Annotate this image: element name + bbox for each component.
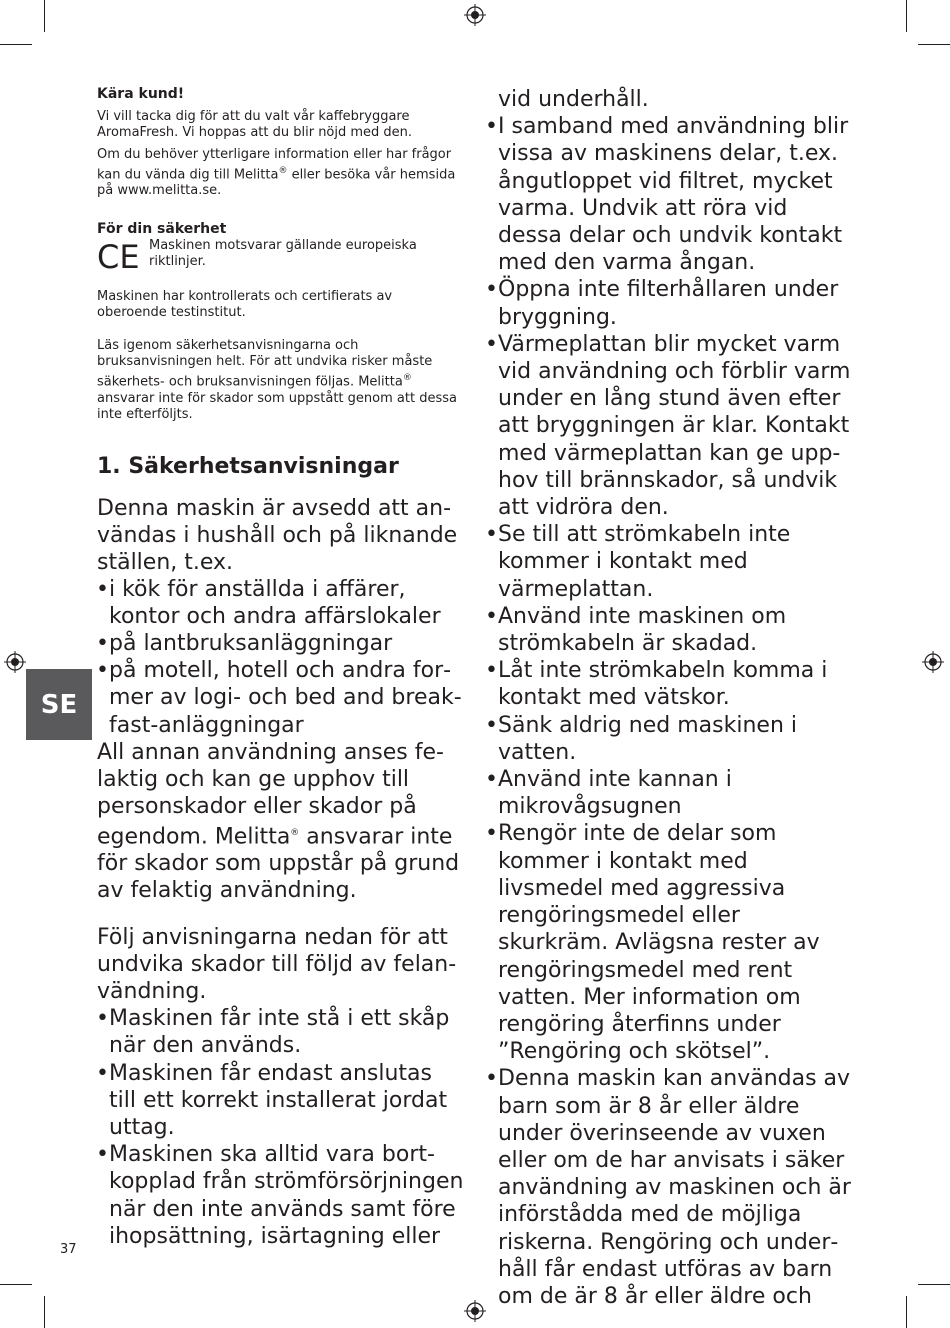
misuse-paragraph: All annan användning anses felaktig och kan ge upphov till personskador eller skador på egendom. Melitta® ansvarar inte för skador som uppstår på grund av felaktig användning. — [97, 739, 460, 904]
list-item: • i kök för anställda i affärer, kontor och andra affärslokaler — [97, 576, 465, 630]
list-item: • Sänk aldrig ned maskinen i vatten. — [486, 712, 856, 766]
list-item: • Använd inte maskinen om strömkabeln är skadad. — [486, 603, 856, 657]
language-tab: SE — [26, 669, 92, 740]
list-item: • Värmeplattan blir mycket varm vid användning och förblir varm under en lång stund även efter att bryggningen är klar. Kontakt med värmeplattan kan ge upphov till brännskador, så undvik att vidröra den. — [486, 331, 856, 521]
registration-mark-icon — [4, 651, 26, 673]
list-item: • på motell, hotell och andra former av logi- och bed and breakfast-anläggningar — [97, 657, 465, 739]
list-item: • Maskinen ska alltid vara bortkopplad från strömförsörjningen när den inte används samt före ihopsättning, isärtagning eller — [97, 1141, 465, 1250]
follow-paragraph: Följ anvisningarna nedan för att undvika skador till följd av felanvändning. — [97, 925, 457, 1005]
list-item: • på lantbruksanläggningar — [97, 630, 465, 657]
registration-mark-icon — [922, 651, 944, 673]
list-item: • I samband med användning blir vissa av maskinens delar, t.ex. ångutloppet vid filtret, mycket varma. Undvik att röra vid dessa delar och undvik kontakt med den varma ångan. — [486, 113, 856, 276]
crop-mark — [918, 1284, 950, 1285]
page-number: 37 — [60, 1242, 77, 1257]
contact-paragraph: Om du behöver ytterligare information eller har frågor kan du vända dig till Melitta® eller besöka vår hemsida på www.melitta.se. — [97, 147, 456, 199]
crop-mark — [0, 44, 32, 45]
list-item: • Maskinen får inte stå i ett skåp när den används. — [97, 1005, 465, 1059]
ce-row — [97, 238, 465, 272]
rules-list-left — [97, 1005, 465, 1250]
list-item: • Använd inte kannan i mikrovågsugnen — [486, 766, 856, 820]
intro-paragraph: Vi vill tacka dig för att du valt vår kaffebryggare AromaFresh. Vi hoppas att du blir nöjd med den. — [97, 109, 413, 140]
section-title: 1. Säkerhetsanvisningar — [97, 453, 399, 479]
list-item: • Rengör inte de delar som kommer i kontakt med livsmedel med aggressiva rengöringsmedel eller skurkräm. Avlägsna rester av rengöringsmedel med rent vatten. Mer information om rengöring återfinns under ”Rengöring och skötsel”. — [486, 820, 856, 1065]
registration-mark-icon — [464, 1300, 486, 1322]
crop-mark — [44, 0, 45, 32]
registration-mark-icon — [464, 4, 486, 26]
svg-text:CE: CE — [97, 240, 140, 273]
ce-mark-icon — [97, 240, 143, 272]
list-item: • Denna maskin kan användas av barn som är 8 år eller äldre under överinseende av vuxen eller om de har anvisats i säker användning av maskinen och är införstådda med de möjliga riskerna. Rengöring och underhåll får endast utföras av barn om de är 8 år eller äldre och — [486, 1065, 856, 1310]
list-item: • Se till att strömkabeln inte kommer i kontakt med värmeplattan. — [486, 521, 856, 603]
crop-mark — [906, 0, 907, 32]
list-item: • Öppna inte filterhållaren under bryggning. — [486, 276, 856, 330]
crop-mark — [918, 44, 950, 45]
list-item: • Maskinen får endast anslutas till ett korrekt installerat jordat uttag. — [97, 1060, 465, 1142]
list-item: • Låt inte strömkabeln komma i kontakt med vätskor. — [486, 657, 856, 711]
certified-paragraph: Maskinen har kontrollerats och certifierats av oberoende testinstitut. — [97, 289, 393, 321]
crop-mark — [44, 1296, 45, 1328]
ce-text: Maskinen motsvarar gällande europeiska riktlinjer. — [149, 238, 417, 270]
safety-heading: För din säkerhet — [97, 221, 227, 238]
read-instructions-paragraph: Läs igenom säkerhetsanvisningarna och bruksanvisningen helt. För att undvika risker måste säkerhets- och bruksanvisningen följas. Melitta® ansvarar inte för skador som uppstått genom att dessa inte efterföljts. — [97, 338, 457, 422]
left-column — [97, 86, 465, 1250]
right-column — [486, 86, 856, 1310]
greeting: Kära kund! — [97, 86, 185, 102]
crop-mark — [906, 1296, 907, 1328]
uses-list — [97, 576, 465, 739]
crop-mark — [0, 1284, 32, 1285]
rules-list-right — [486, 113, 856, 1310]
intended-use-paragraph: Denna maskin är avsedd att användas i hushåll och på liknande ställen, t.ex. — [97, 495, 458, 575]
continued-text: vid underhåll. — [498, 87, 649, 112]
